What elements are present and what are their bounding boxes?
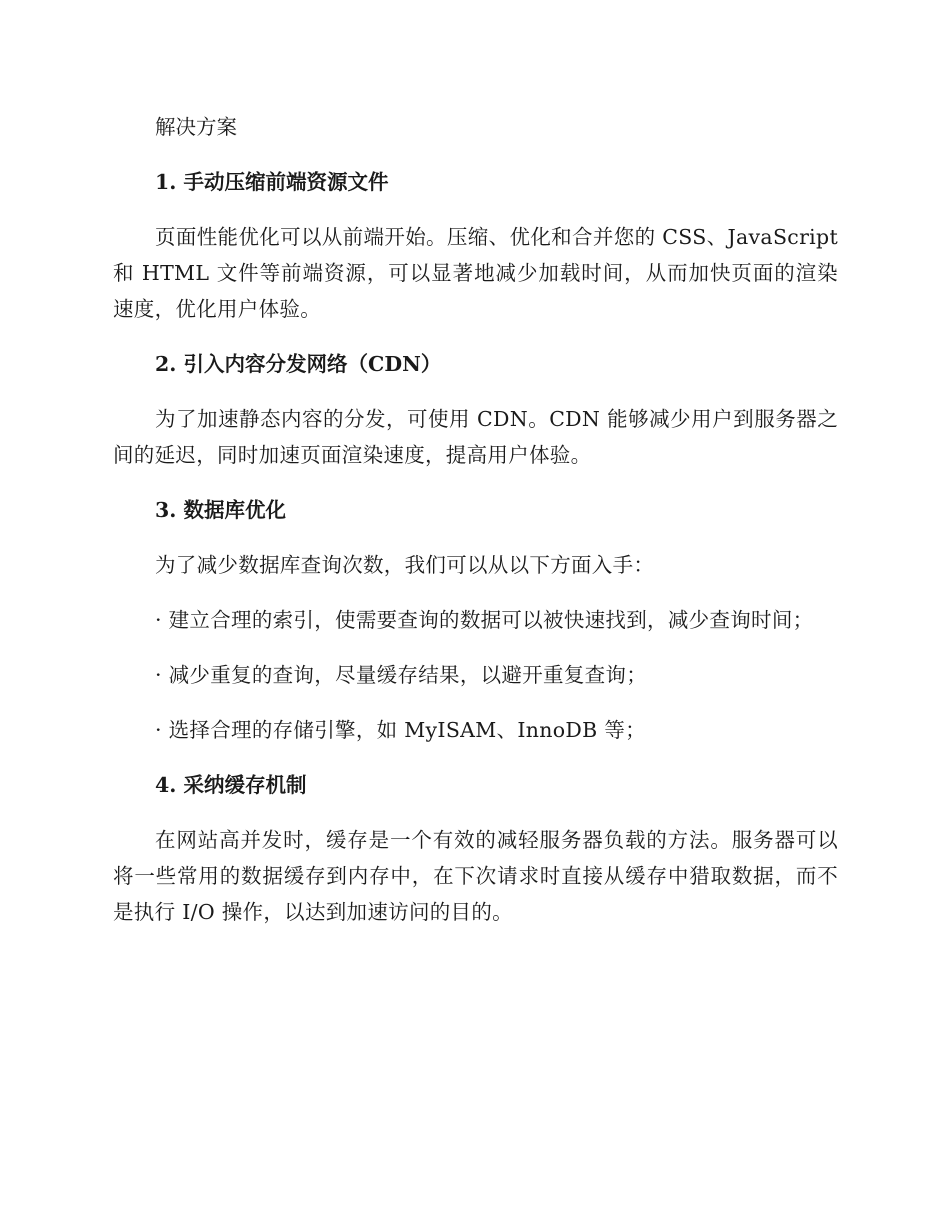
bullet-item: · 选择合理的存储引擎，如 MyISAM、InnoDB 等； [155, 718, 646, 742]
section-heading-4: 4. 采纳缓存机制 [155, 773, 307, 797]
document-content [113, 109, 838, 949]
section-body-3: 为了减少数据库查询次数，我们可以从以下方面入手： [155, 553, 655, 577]
section-body-4: 在网站高并发时，缓存是一个有效的减轻服务器负载的方法。服务器可以将一些常用的数据缓存到内存中，在下次请求时直接从缓存中猎取数据，而不是执行 I/O 操作，以达到加速访问的目的。 [113, 828, 838, 924]
section-heading-2: 2. 引入内容分发网络（CDN） [155, 352, 442, 376]
section-heading-3: 3. 数据库优化 [155, 498, 287, 522]
bullet-item: · 减少重复的查询，尽量缓存结果，以避开重复查询； [155, 663, 648, 687]
section-body-1: 页面性能优化可以从前端开始。压缩、优化和合并您的 CSS、JavaScript 和 HTML 文件等前端资源，可以显著地减少加载时间，从而加快页面的渲染速度，优化用户体验。 [113, 225, 838, 321]
section-heading-1: 1. 手动压缩前端资源文件 [155, 170, 389, 194]
bullet-item: · 建立合理的索引，使需要查询的数据可以被快速找到，减少查询时间； [155, 608, 814, 632]
section-body-2: 为了加速静态内容的分发，可使用 CDN。CDN 能够减少用户到服务器之间的延迟，同时加速页面渲染速度，提高用户体验。 [113, 407, 838, 467]
section-title: 解决方案 [155, 115, 237, 139]
